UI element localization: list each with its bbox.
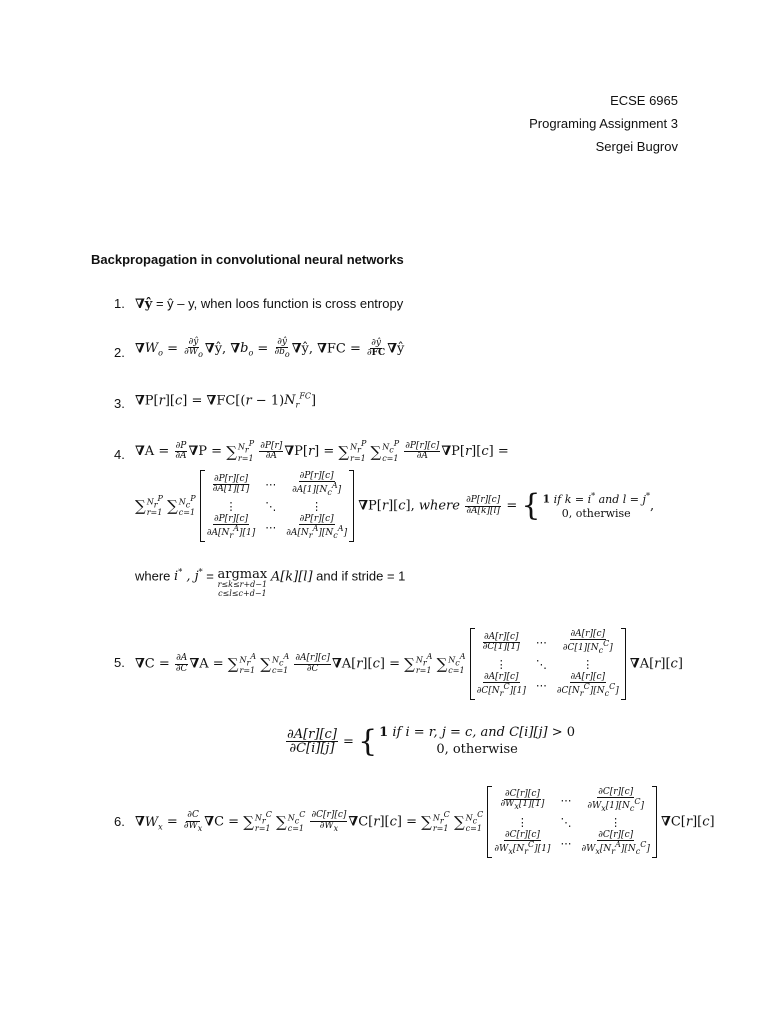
stride-text: and if stride = 1: [316, 568, 406, 584]
equation-1: ∇ŷ = ŷ – y, when loos function is cross entropy: [135, 296, 404, 312]
item-number-1: 1.: [114, 296, 125, 311]
equation-6: $\nabla W_x$ = $\frac{\partial C}{\partial W_x}$ ∇C = ∑ $N_r^C$ r=1 ∑ $N_c^C$ c=1 $\frac{\partial C[r][c]}{\partial W_x}$ ∇C[r][c] = ∑ $N_r^C$ r=1 ∑ $N_c^C$ c=1 $\frac{\partial C[r][c]}{\partial W_x[1][1]}$ ⋯ $\frac{\partial C[r][c]}{\partial W_x[1][N_c^C]}$ ⋮ ⋱ ⋮ $\frac{\partial C[r][c]}{\partial W_x[N_r^C][1]}$ ⋯ $\frac{\partial C[r][c]}{\partial W_x[N_r^A][N_c^C]}$ ∇C[r][c]: [135, 786, 715, 858]
author-name: Sergei Bugrov: [595, 139, 678, 154]
jacobian-matrix-4: $\frac{\partial P[r][c]}{\partial A[1][1]}$ ⋯ $\frac{\partial P[r][c]}{\partial A[1][N_c^A]}$ ⋮ ⋱ ⋮ $\frac{\partial P[r][c]}{\partial A[N_r^A][1]}$ ⋯ $\frac{\partial P[r][c]}{\partial A[N_r^A][N_c^A]}$: [200, 470, 354, 542]
item-number-5: 5.: [114, 655, 125, 670]
where-text: where: [135, 568, 171, 584]
item-number-4: 4.: [114, 447, 125, 462]
equation-4-line-1: ∇A = $\frac{\partial P}{\partial A}$ ∇P = ∑ $N_r^P$ r=1 $\frac{\partial P[r]}{\partial A}$ ∇P[r] = ∑ $N_r^P$ r=1 ∑ $N_c^P$ c=1 $\frac{\partial P[r][c]}{\partial A}$ ∇P[r][c] =: [135, 439, 509, 463]
equation-1-text: = ŷ – y, when loos function is cross entropy: [155, 296, 404, 311]
equation-4-line-2: ∑ $N_r^P$ r=1 ∑ $N_c^P$ c=1 $\frac{\partial P[r][c]}{\partial A[1][1]}$ ⋯ $\frac{\partial P[r][c]}{\partial A[1][N_c^A]}$ ⋮ ⋱ ⋮ $\frac{\partial P[r][c]}{\partial A[N_r^A][1]}$ ⋯ $\frac{\partial P[r][c]}{\partial A[N_r^A][N_c^A]}$ ∇P[r][c], where $\frac{\partial P[r][c]}{\partial A[k][l]}$ = { 1 if k = i* and l = j* 0, otherwise ,: [135, 470, 654, 542]
section-title: Backpropagation in convolutional neural networks: [91, 252, 404, 267]
where-word: where: [418, 498, 460, 514]
jacobian-matrix-6: $\frac{\partial C[r][c]}{\partial W_x[1][1]}$ ⋯ $\frac{\partial C[r][c]}{\partial W_x[1][N_c^C]}$ ⋮ ⋱ ⋮ $\frac{\partial C[r][c]}{\partial W_x[N_r^C][1]}$ ⋯ $\frac{\partial C[r][c]}{\partial W_x[N_r^A][N_c^C]}$: [487, 786, 656, 858]
equation-4-where: where i* , j* = argmax r≤k≤r+d−1 c≤l≤c+d−1 A[k][l] and if stride = 1: [135, 567, 406, 598]
equation-5-derivative: $\frac{\partial A[r][c]}{\partial C[i][j]}$ = { 1 if i = r, j = c, and C[i][j] > 0 0, otherwise: [287, 723, 575, 759]
equation-5: ∇C = $\frac{\partial A}{\partial C}$ ∇A = ∑ $N_r^A$ r=1 ∑ $N_c^A$ c=1 $\frac{\partial A[r][c]}{\partial C}$ ∇A[r][c] = ∑ $N_r^A$ r=1 ∑ $N_c^A$ c=1 $\frac{\partial A[r][c]}{\partial C[1][1]}$ ⋯ $\frac{\partial A[r][c]}{\partial C[1][N_c^C]}$ ⋮ ⋱ ⋮ $\frac{\partial A[r][c]}{\partial C[N_r^C][1]}$ ⋯ $\frac{\partial A[r][c]}{\partial C[N_r^C][N_c^C]}$ ∇A[r][c]: [135, 628, 683, 700]
equation-3: $\nabla P[r][c] = \nabla FC[(r - 1)N_r^{FC}]$: [135, 392, 317, 410]
equation-2: $\nabla W_o$ = $\frac{\partial ŷ}{\partial W_o}$ ∇ŷ, $\nabla b_o$ = $\frac{\partial ŷ}{\partial b_o}$ ∇ŷ, ∇FC = $\frac{\partial ŷ}{\partial FC}$ ∇ŷ: [135, 337, 405, 360]
otherwise-case-4: 0, otherwise: [561, 506, 631, 520]
item-number-2: 2.: [114, 345, 125, 360]
assignment-title: Programing Assignment 3: [529, 116, 678, 131]
item-number-6: 6.: [114, 814, 125, 829]
otherwise-case-5: 0, otherwise: [436, 741, 518, 757]
jacobian-matrix-5: $\frac{\partial A[r][c]}{\partial C[1][1]}$ ⋯ $\frac{\partial A[r][c]}{\partial C[1][N_c^C]}$ ⋮ ⋱ ⋮ $\frac{\partial A[r][c]}{\partial C[N_r^C][1]}$ ⋯ $\frac{\partial A[r][c]}{\partial C[N_r^C][N_c^C]}$: [470, 628, 626, 700]
course-code: ECSE 6965: [610, 93, 678, 108]
item-number-3: 3.: [114, 396, 125, 411]
